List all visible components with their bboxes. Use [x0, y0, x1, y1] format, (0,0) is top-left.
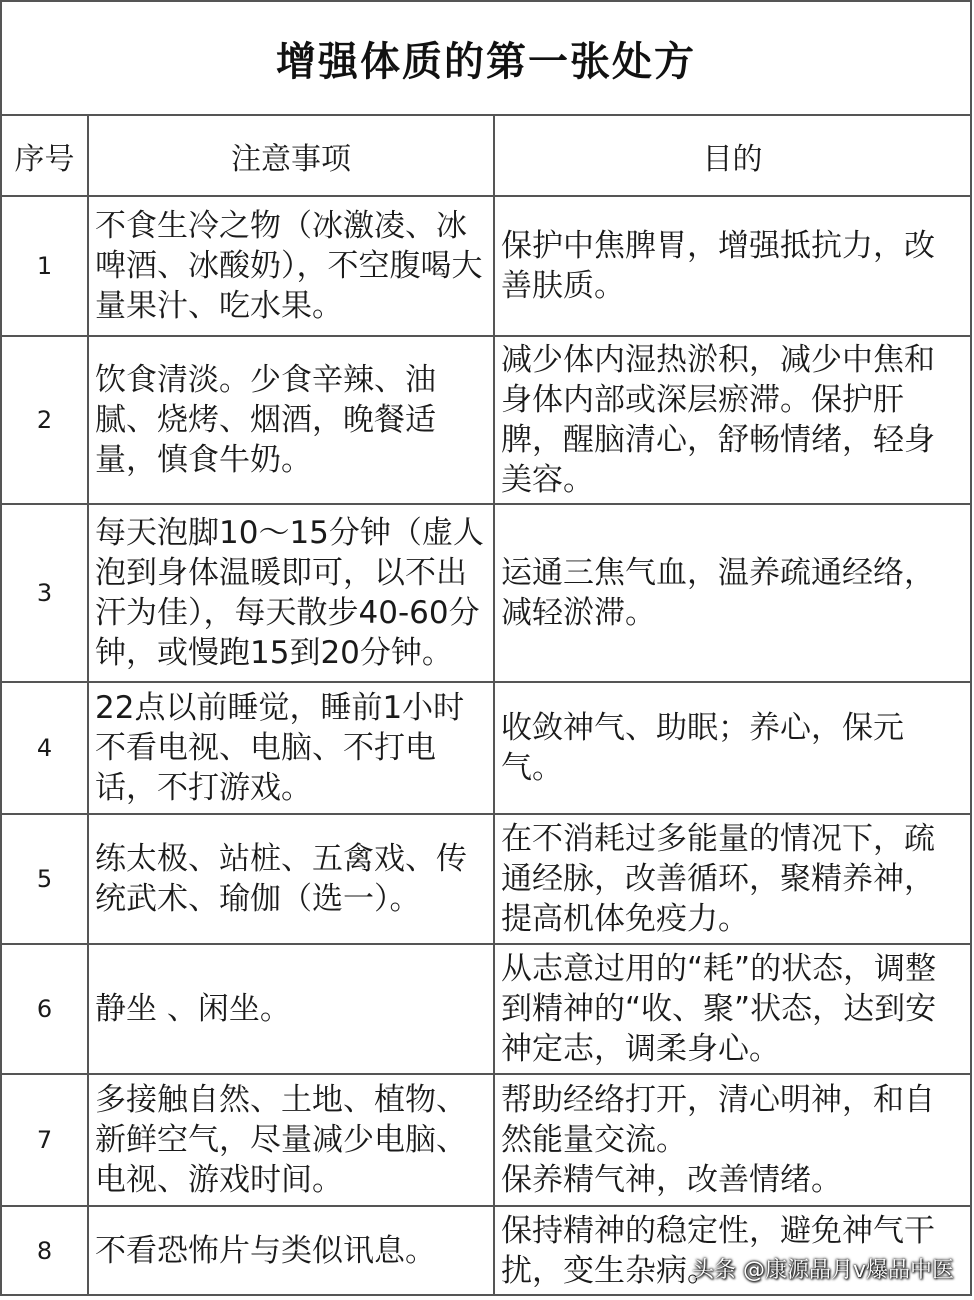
table-row — [2, 336, 970, 504]
row-purpose: 帮助经络打开，清心明神，和自然能量交流。 保养精气神，改善情绪。 — [494, 1074, 970, 1206]
table-row — [2, 504, 970, 682]
table-row — [2, 814, 970, 944]
row-purpose: 减少体内湿热淤积，减少中焦和身体内部或深层瘀滞。保护肝脾，醒脑清心，舒畅情绪，轻身美容。 — [494, 336, 970, 504]
row-number: 4 — [2, 682, 88, 814]
table-row — [2, 944, 970, 1074]
row-number: 7 — [2, 1074, 88, 1206]
table-row — [2, 1074, 970, 1206]
row-purpose: 收敛神气、助眠；养心，保元气。 — [494, 682, 970, 814]
header-index: 序号 — [2, 116, 88, 196]
row-note: 每天泡脚10～15分钟（虚人泡到身体温暖即可，以不出汗为佳），每天散步40-60分钟，或慢跑15到20分钟。 — [88, 504, 494, 682]
row-note: 不食生冷之物（冰激凌、冰啤酒、冰酸奶），不空腹喝大量果汁、吃水果。 — [88, 196, 494, 336]
row-note: 练太极、站桩、五禽戏、传统武术、瑜伽（选一）。 — [88, 814, 494, 944]
row-number: 1 — [2, 196, 88, 336]
row-number: 8 — [2, 1206, 88, 1294]
row-note: 22点以前睡觉，睡前1小时不看电视、电脑、不打电话，不打游戏。 — [88, 682, 494, 814]
prescription-table — [2, 116, 970, 1294]
row-number: 6 — [2, 944, 88, 1074]
table-header-row — [2, 116, 970, 196]
row-purpose: 保持精神的稳定性，避免神气干扰，变生杂病。 — [494, 1206, 970, 1294]
header-purpose: 目的 — [494, 116, 970, 196]
row-number: 5 — [2, 814, 88, 944]
row-purpose: 从志意过用的“耗”的状态，调整到精神的“收、聚”状态，达到安神定志，调柔身心。 — [494, 944, 970, 1074]
table-row — [2, 196, 970, 336]
row-number: 3 — [2, 504, 88, 682]
row-note: 不看恐怖片与类似讯息。 — [88, 1206, 494, 1294]
row-note: 静坐 、闲坐。 — [88, 944, 494, 1074]
row-purpose: 运通三焦气血，温养疏通经络，减轻淤滞。 — [494, 504, 970, 682]
row-purpose: 保护中焦脾胃，增强抵抗力，改善肤质。 — [494, 196, 970, 336]
row-purpose: 在不消耗过多能量的情况下，疏通经脉，改善循环，聚精养神，提高机体免疫力。 — [494, 814, 970, 944]
row-note: 多接触自然、土地、植物、新鲜空气，尽量减少电脑、电视、游戏时间。 — [88, 1074, 494, 1206]
watermark: 头条 @康源晶月v爆品中医 — [691, 1258, 954, 1283]
header-notes: 注意事项 — [88, 116, 494, 196]
row-number: 2 — [2, 336, 88, 504]
page-title: 增强体质的第一张处方 — [2, 2, 970, 116]
table-row — [2, 682, 970, 814]
row-note: 饮食清淡。少食辛辣、油腻、烧烤、烟酒，晚餐适量，慎食牛奶。 — [88, 336, 494, 504]
